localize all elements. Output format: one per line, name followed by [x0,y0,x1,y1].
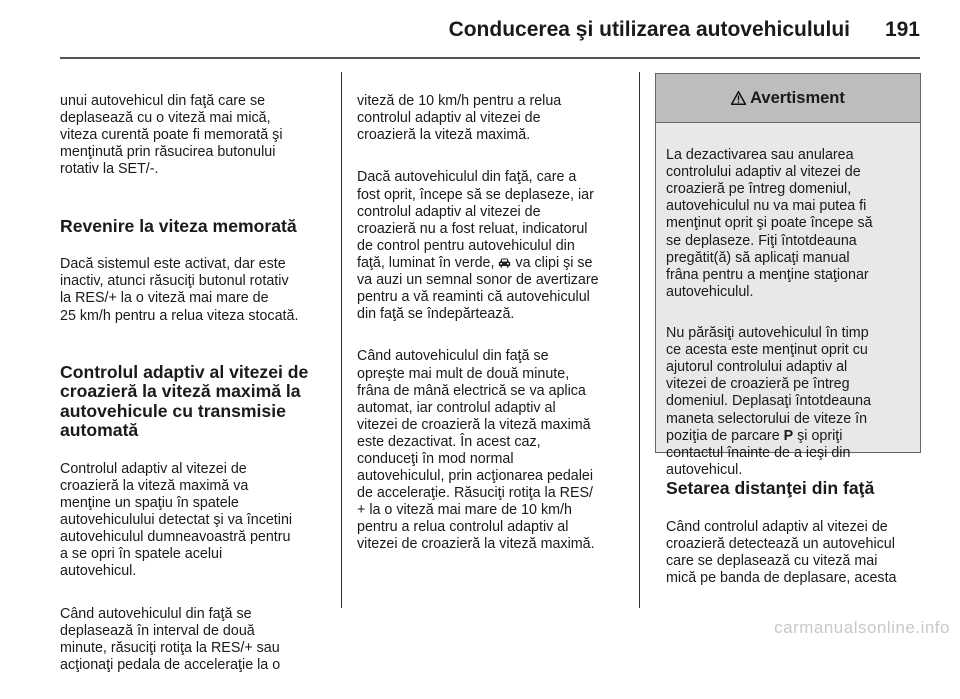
paragraph: Când autovehiculul din faţă se deplasează în interval de două minute, răsuciţi rotiţa la RES/+ sau acţionaţi pedala de acceleraţie la o [60,605,281,673]
vehicle-ahead-icon [498,257,511,268]
paragraph: La dezactivarea sau anularea controlului adaptiv al vitezei de croazieră pe întreg domeniul, autovehiculul nu va mai putea fi menţinut oprit şi poate începe să se deplaseze. Fiţi întotdeauna pregătit(ă) să aplicaţi manual frâna pentru a menţine staţionar autovehiculul. [666,147,873,300]
column-left [60,76,332,699]
warning-title: Avertisment [750,88,845,107]
section-heading: Setarea distanţei din faţă [666,478,875,499]
paragraph: unui autovehicul din faţă care se deplasează cu o viteză mai mică, viteza curentă poate fi memorată şi menţinută prin răsucirea butonului rotativ la SET/-. [60,93,283,178]
paragraph: viteză de 10 km/h pentru a relua controlul adaptiv al vitezei de croazieră la viteză maximă. [357,93,562,144]
section-heading: Controlul adaptiv al vitezei de croazieră la viteză maximă la autovehicule cu transmisie automată [60,361,309,441]
paragraph: Când autovehiculul din faţă se opreşte mai mult de două minute, frâna de mână electrică se va aplica automat, iar controlul adaptiv al vitezei de croazieră la viteză maximă este dezactivat. În acest caz, conduceţi în mod normal autovehiculul, prin acţionarea pedalei de acceleraţie. Răsuciţi rotiţa la RES/ + la o viteză mai mare de 10 km/h pentru a relua controlul adaptiv al vitezei de croazieră la viteză maximă. [357,348,595,553]
header-divider [60,57,920,59]
paragraph [666,325,910,479]
text-run: Nu părăsiţi autovehiculul în timp ce acesta este menţinut oprit cu ajutorul controlului adaptiv al vitezei de croazieră pe întreg domeniul. Deplasaţi întotdeauna maneta selectorului de viteze în poziţia de parcare [666,325,872,444]
paragraph: Când controlul adaptiv al vitezei de croazieră detectează un autovehicul care se deplasează cu viteză mai mică pe banda de deplasare, acesta [666,518,897,586]
page-header [0,0,960,58]
page-title: Conducerea şi utilizarea autovehiculului [448,18,850,41]
paragraph [357,169,627,323]
warning-header [656,74,920,123]
text-run: va clipi şi se va auzi un semnal sonor de avertizare pentru a vă reaminti că autovehiculul din faţă se îndepărtează. [357,254,599,323]
paragraph: Controlul adaptiv al vitezei de croazieră la viteză maximă va menţine un spaţiu în spatele autovehiculului detectat şi va încetini autovehiculul dumneavoastră pentru a se opri în spatele acelui autovehicul. [60,460,293,580]
gear-position-p: P [783,427,794,444]
warning-box [655,73,921,478]
paragraph: Dacă sistemul este activat, dar este inactiv, atunci răsuciţi butonul rotativ la RES/+ la o viteză mai mare de 25 km/h pentru a relua viteza stocată. [60,256,299,324]
warning-body [656,123,920,510]
column-right [666,462,928,612]
section-heading: Revenire la viteza memorată [60,215,297,236]
text-run: şi opriţi contactul înainte de a ieşi din autovehicul. [666,427,851,478]
column-divider [341,72,342,608]
page-number: 191 [884,18,920,41]
watermark: carmanualsonline.info [774,618,950,637]
warning-triangle-icon [731,91,746,105]
column-middle [357,76,627,579]
column-divider [639,72,640,608]
text-run: Dacă autovehiculul din faţă, care a fost oprit, începe să se deplaseze, iar controlul adaptiv al vitezei de croazieră nu a fost reluat, indicatorul de control pentru autovehiculul din faţă, luminat în verde, [357,169,594,271]
